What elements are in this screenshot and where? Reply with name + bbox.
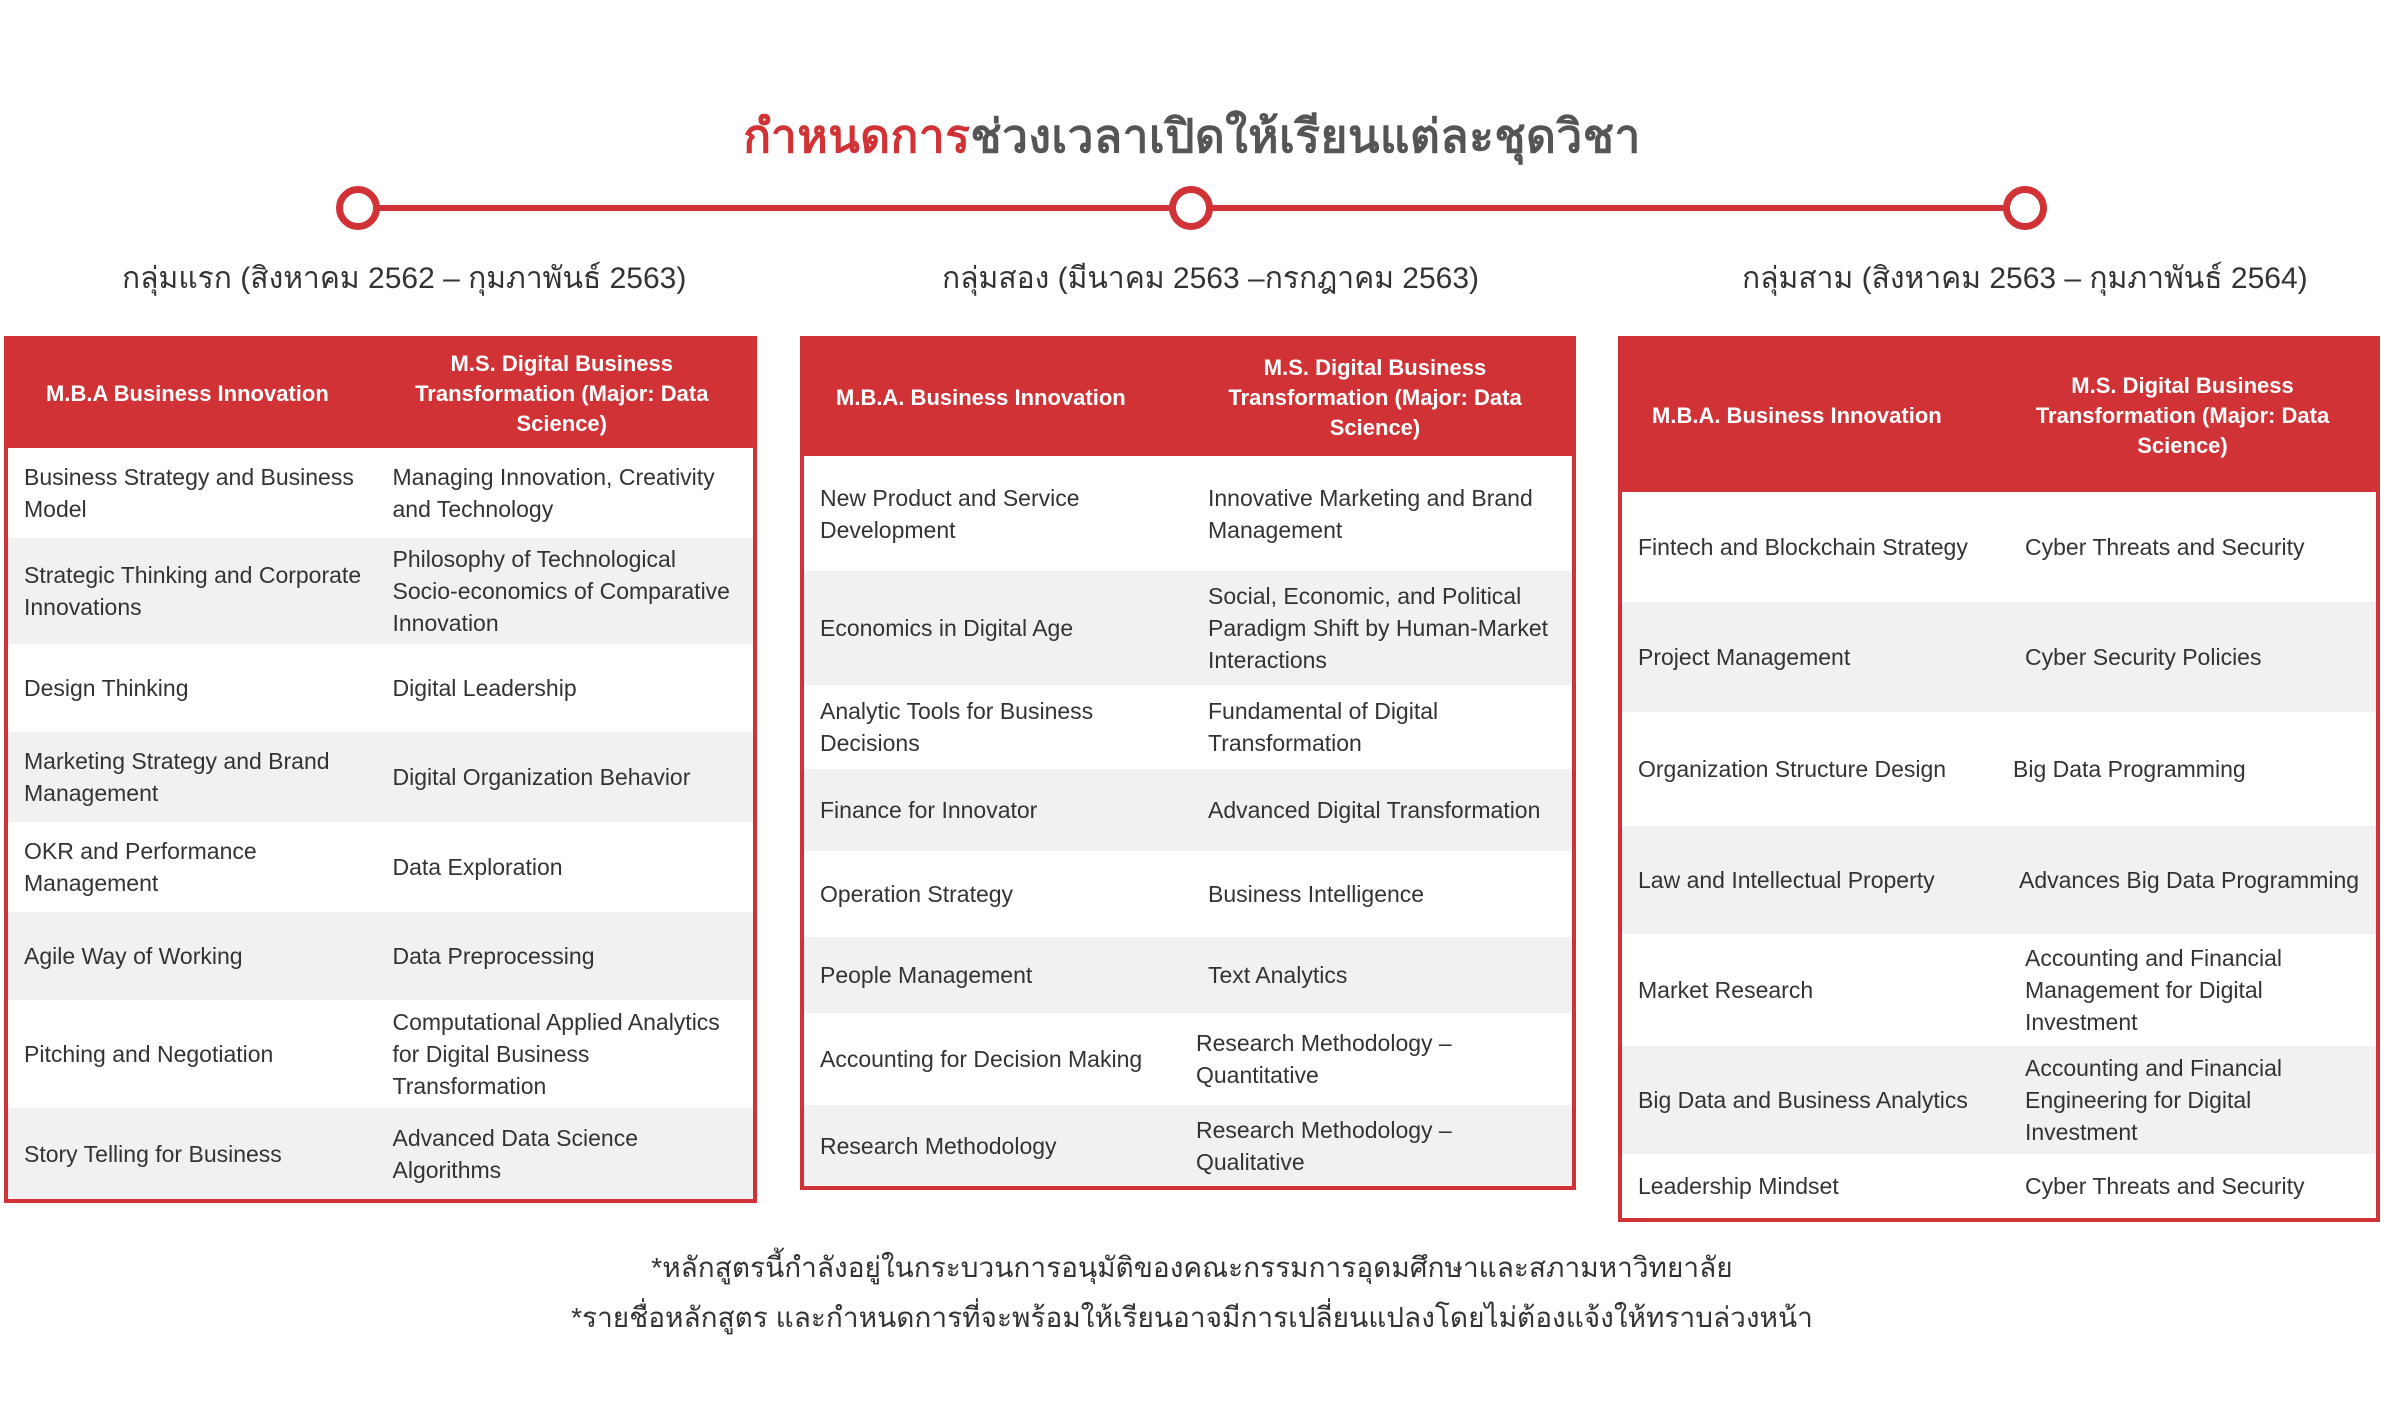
- course-ms: Cyber Threats and Security: [2025, 534, 2305, 560]
- table-row: [804, 456, 1572, 571]
- course-mba: Marketing Strategy and Brand Management: [24, 748, 330, 806]
- course-ms: Advanced Data Science Algorithms: [392, 1124, 638, 1183]
- course-ms: Accounting and Financial Engineering for Digital Investment: [2025, 1055, 2282, 1145]
- panel-header: [8, 340, 753, 448]
- title-rest: ช่วงเวลาเปิดให้เรียนแต่ละชุดวิชา: [970, 110, 1641, 162]
- course-mba: OKR and Performance Management: [24, 838, 257, 896]
- group-label-3: กลุ่มสาม (สิงหาคม 2563 – กุมภาพันธ์ 2564): [1742, 262, 2308, 295]
- course-mba: Strategic Thinking and Corporate Innovations: [24, 562, 362, 620]
- course-ms: Social, Economic, and Political Paradigm Shift by Human-Market Interactions: [1208, 583, 1549, 673]
- course-mba: Fintech and Blockchain Strategy: [1638, 534, 1968, 560]
- table-row: [1622, 602, 2376, 712]
- course-ms: Cyber Threats and Security: [2025, 1173, 2305, 1199]
- course-ms: Managing Innovation, Creativity and Technology: [392, 464, 715, 522]
- group-label-1: กลุ่มแรก (สิงหาคม 2562 – กุมภาพันธ์ 2563): [122, 262, 687, 295]
- course-ms: Advances Big Data Programming: [2019, 867, 2360, 893]
- col-header-ms: M.S. Digital Business Transformation (Major: Data Science): [1228, 355, 1522, 440]
- course-ms: Text Analytics: [1208, 962, 1348, 988]
- table-row: [8, 644, 753, 732]
- table-row: [804, 851, 1572, 937]
- col-header-mba: M.B.A Business Innovation: [46, 381, 329, 406]
- table-row: [804, 1013, 1572, 1105]
- panel-header: [1622, 340, 2376, 492]
- table-row: [1622, 934, 2376, 1046]
- footnote-1: *หลักสูตรนี้กำลังอยู่ในกระบวนการอนุมัติของคณะกรรมการอุดมศึกษาและสภามหาวิทยาลัย: [651, 1252, 1733, 1283]
- course-panel-2: [800, 336, 1576, 1190]
- table-row: [804, 769, 1572, 851]
- table-row: [1622, 492, 2376, 602]
- course-mba: People Management: [820, 962, 1033, 988]
- course-ms: Accounting and Financial Management for Digital Investment: [2025, 945, 2282, 1035]
- course-mba: Analytic Tools for Business Decisions: [820, 698, 1094, 756]
- course-mba: Leadership Mindset: [1638, 1173, 1839, 1199]
- table-row: [1622, 1046, 2376, 1154]
- course-ms: Digital Organization Behavior: [392, 764, 691, 790]
- col-header-mba: M.B.A. Business Innovation: [1652, 403, 1942, 428]
- table-row: [8, 912, 753, 1000]
- course-mba: Business Strategy and Business Model: [24, 464, 354, 522]
- table-row: [1622, 1154, 2376, 1218]
- footnote-2: *รายชื่อหลักสูตร และกำหนดการที่จะพร้อมให้เรียนอาจมีการเปลี่ยนแปลงโดยไม่ต้องแจ้งให้ทราบล่วงหน้า: [571, 1302, 1813, 1333]
- course-mba: Market Research: [1638, 977, 1814, 1003]
- course-mba: Research Methodology: [820, 1132, 1057, 1159]
- course-mba: Operation Strategy: [820, 881, 1014, 907]
- course-ms: Data Exploration: [392, 854, 563, 880]
- table-row: [8, 538, 753, 644]
- col-header-ms: M.S. Digital Business Transformation (Major: Data Science): [415, 351, 709, 436]
- table-row: [804, 1105, 1572, 1186]
- course-ms: Philosophy of Technological Socio-economics of Comparative Innovation: [392, 546, 730, 636]
- course-rows: [1622, 492, 2376, 1218]
- course-mba: Agile Way of Working: [24, 943, 243, 969]
- course-ms: Advanced Digital Transformation: [1208, 797, 1541, 823]
- course-mba: Big Data and Business Analytics: [1638, 1087, 1968, 1113]
- course-ms: Fundamental of Digital Transformation: [1208, 698, 1439, 756]
- table-row: [8, 822, 753, 912]
- course-rows: [8, 448, 753, 1199]
- title-accent: กำหนดการ: [743, 110, 971, 162]
- course-rows: [804, 456, 1572, 1186]
- course-mba: Organization Structure Design: [1638, 756, 1947, 782]
- course-panel-1: [4, 336, 757, 1203]
- col-header-ms: M.S. Digital Business Transformation (Major: Data Science): [2035, 373, 2330, 458]
- table-row: [804, 937, 1572, 1013]
- course-mba: Finance for Innovator: [820, 797, 1038, 823]
- course-ms: Cyber Security Policies: [2025, 644, 2262, 670]
- course-mba: Story Telling for Business: [24, 1140, 282, 1167]
- table-row: [1622, 712, 2376, 826]
- course-ms: Innovative Marketing and Brand Management: [1208, 484, 1533, 543]
- table-row: [8, 1108, 753, 1199]
- course-mba: Economics in Digital Age: [820, 615, 1074, 641]
- table-row: [804, 571, 1572, 685]
- course-mba: Accounting for Decision Making: [820, 1046, 1143, 1072]
- timeline-dot-3: [2003, 186, 2047, 230]
- table-row: [8, 732, 753, 822]
- course-mba: Design Thinking: [24, 675, 189, 701]
- table-row: [8, 1000, 753, 1108]
- course-ms: Digital Leadership: [392, 675, 577, 701]
- timeline-dot-2: [1169, 186, 1213, 230]
- group-label-2: กลุ่มสอง (มีนาคม 2563 –กรกฎาคม 2563): [942, 262, 1480, 295]
- table-row: [8, 448, 753, 538]
- course-ms: Big Data Programming: [2013, 756, 2246, 782]
- course-ms: Computational Applied Analytics for Digital Business Transformation: [392, 1009, 720, 1099]
- course-mba: Project Management: [1638, 644, 1851, 670]
- course-ms: Research Methodology – Quantitative: [1196, 1030, 1452, 1088]
- timeline-dot-1: [336, 186, 380, 230]
- course-mba: Law and Intellectual Property: [1638, 867, 1935, 893]
- course-mba: Pitching and Negotiation: [24, 1041, 274, 1067]
- page-title: [0, 100, 2384, 173]
- panel-header: [804, 340, 1572, 456]
- table-row: [1622, 826, 2376, 934]
- course-ms: Research Methodology – Qualitative: [1196, 1116, 1452, 1175]
- course-ms: Business Intelligence: [1208, 881, 1425, 907]
- course-ms: Data Preprocessing: [392, 943, 595, 969]
- table-row: [804, 685, 1572, 769]
- course-mba: New Product and Service Development: [820, 484, 1080, 543]
- col-header-mba: M.B.A. Business Innovation: [836, 385, 1126, 410]
- course-panel-3: [1618, 336, 2380, 1222]
